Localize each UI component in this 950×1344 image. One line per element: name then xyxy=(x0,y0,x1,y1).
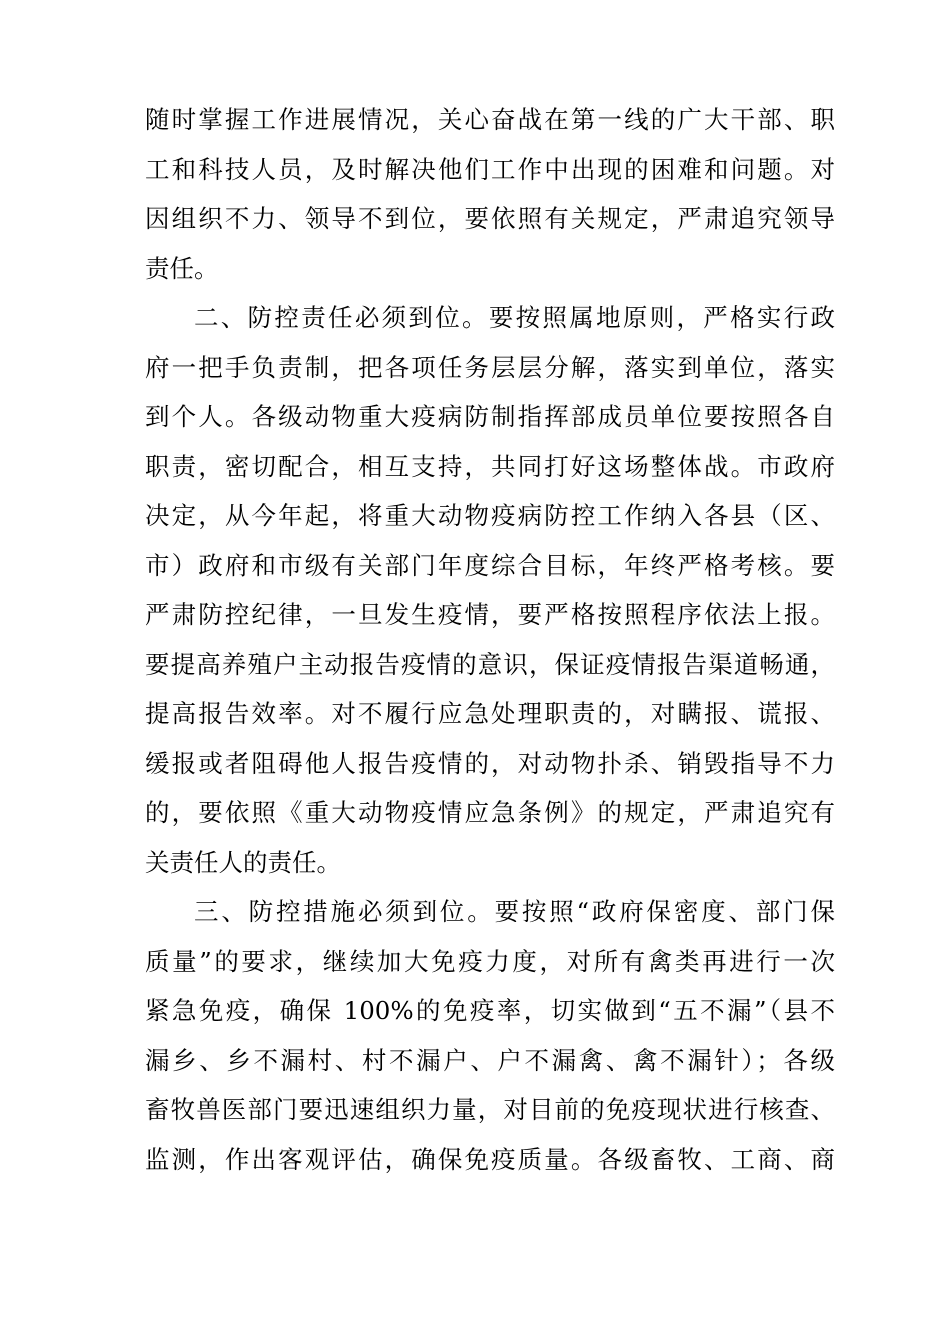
text-line: 随时掌握工作进展情况，关心奋战在第一线的广大干部、职 xyxy=(145,105,835,134)
text-line: 到个人。各级动物重大疫病防制指挥部成员单位要按照各自 xyxy=(145,402,835,431)
body-text xyxy=(145,95,835,1184)
text-line: 监测，作出客观评估，确保免疫质量。各级畜牧、工商、商 xyxy=(145,1144,835,1174)
text-line: 紧急免疫，确保 100%的免疫率，切实做到“五不漏”（县不 xyxy=(145,996,835,1025)
text-line: 市）政府和市级有关部门年度综合目标，年终严格考核。要 xyxy=(145,550,835,580)
text-line: 工和科技人员，及时解决他们工作中出现的困难和问题。对 xyxy=(145,154,835,184)
text-line: 责任。 xyxy=(145,253,219,283)
text-line: 职责，密切配合，相互支持，共同打好这场整体战。市政府 xyxy=(145,451,835,481)
text-line: 府一把手负责制，把各项任务层层分解，落实到单位，落实 xyxy=(145,352,835,382)
text-line: 的，要依照《重大动物疫情应急条例》的规定，严肃追究有 xyxy=(145,798,835,827)
text-line: 提高报告效率。对不履行应急处理职责的，对瞒报、谎报、 xyxy=(145,699,835,728)
text-line: 漏乡、乡不漏村、村不漏户、户不漏禽、禽不漏针）；各级 xyxy=(145,1045,835,1075)
text-line: 畜牧兽医部门要迅速组织力量，对目前的免疫现状进行核查、 xyxy=(145,1095,835,1124)
text-line: 质量”的要求，继续加大免疫力度，对所有禽类再进行一次 xyxy=(145,946,835,976)
text-line: 关责任人的责任。 xyxy=(145,847,341,877)
paragraph-start-line: 二、防控责任必须到位。要按照属地原则，严格实行政 xyxy=(194,303,835,332)
text-line: 要提高养殖户主动报告疫情的意识，保证疫情报告渠道畅通， xyxy=(145,649,835,679)
text-line: 决定，从今年起，将重大动物疫病防控工作纳入各县（区、 xyxy=(145,501,835,530)
paragraph-start-line: 三、防控措施必须到位。要按照“政府保密度、部门保 xyxy=(194,897,835,926)
text-line: 严肃防控纪律，一旦发生疫情，要严格按照程序依法上报。 xyxy=(145,600,835,629)
text-line: 因组织不力、领导不到位，要依照有关规定，严肃追究领导 xyxy=(145,204,835,233)
text-line: 缓报或者阻碍他人报告疫情的，对动物扑杀、销毁指导不力 xyxy=(145,748,835,778)
